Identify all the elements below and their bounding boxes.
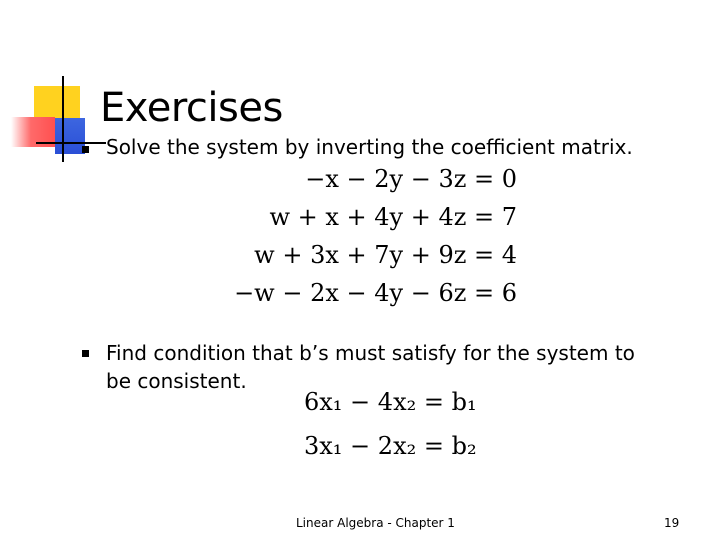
equation-line: 6x₁ − 4x₂ = b₁ (304, 388, 477, 416)
bullet-square-icon (82, 146, 89, 153)
equation-system-2 (304, 380, 477, 468)
bullet-text-2-line-1: Find condition that b’s must satisfy for the system to (106, 341, 635, 365)
equation-line: −w − 2x − 4y − 6z = 6 (234, 279, 517, 307)
decorative-vertical-line (62, 76, 64, 162)
equation-line: w + x + 4y + 4z = 7 (269, 203, 517, 231)
equation-system-1 (234, 160, 517, 312)
footer-page-number: 19 (664, 516, 680, 530)
bullet-square-icon (82, 350, 89, 357)
slide-title: Exercises (100, 85, 283, 131)
bullet-text-2-line-2: be consistent. (106, 369, 247, 393)
decorative-blue-square (55, 118, 85, 154)
footer-course-title: Linear Algebra - Chapter 1 (296, 516, 455, 530)
equation-line: 3x₁ − 2x₂ = b₂ (304, 432, 477, 460)
decorative-horizontal-line (36, 142, 106, 144)
bullet-text-1: Solve the system by inverting the coefficient matrix. (106, 135, 633, 159)
equation-line: w + 3x + 7y + 9z = 4 (254, 241, 517, 269)
equation-line: −x − 2y − 3z = 0 (305, 165, 517, 193)
